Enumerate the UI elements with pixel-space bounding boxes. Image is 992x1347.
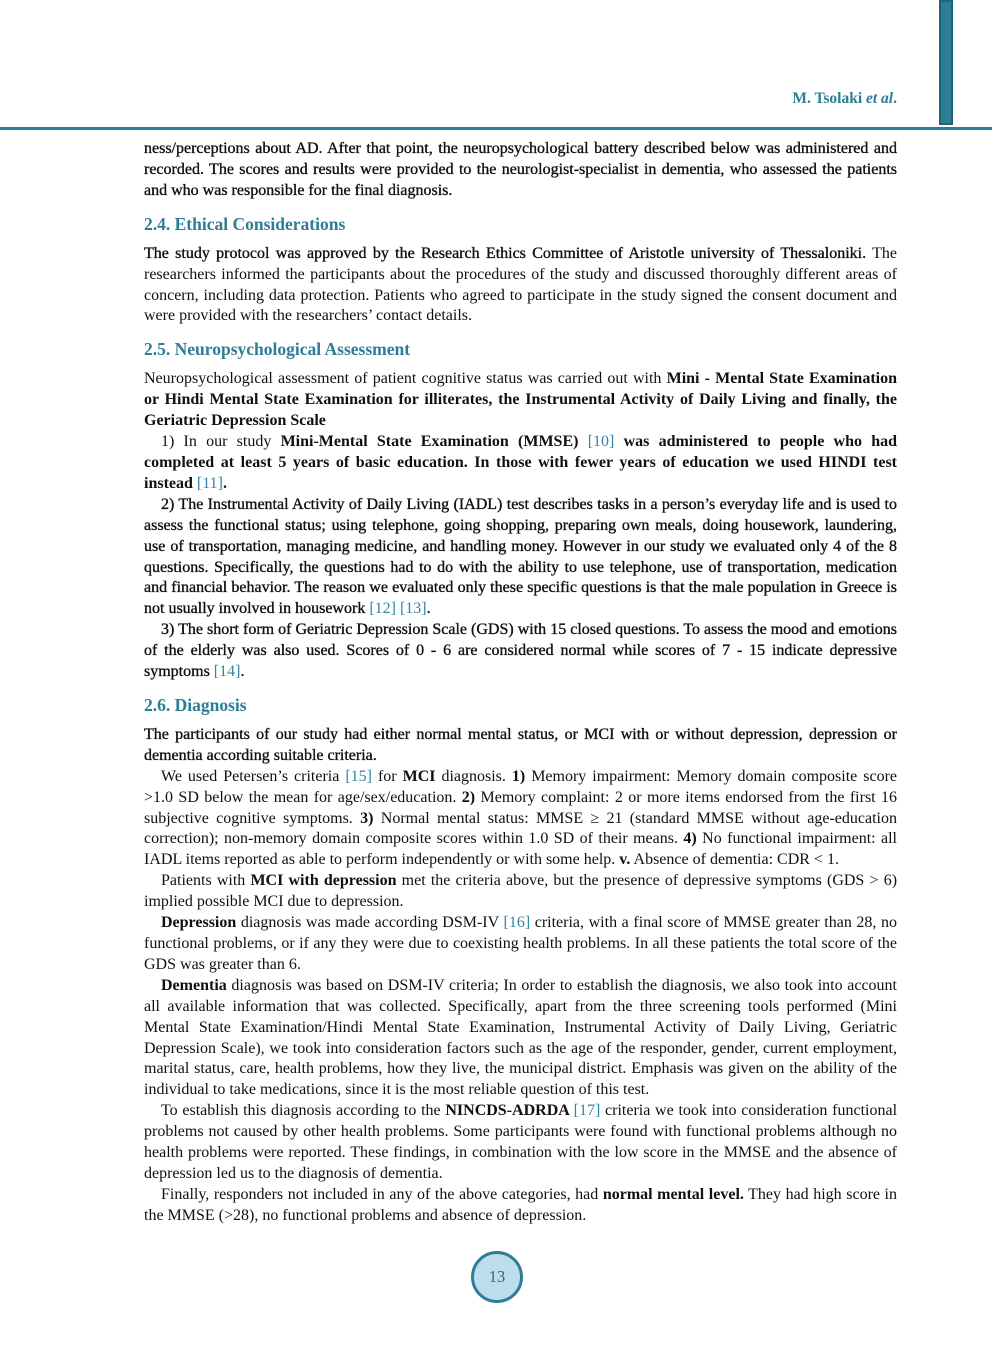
text-run: MCI with depression <box>250 872 397 890</box>
text-run: 1) In our study <box>161 433 281 451</box>
text-run: 1) <box>511 767 526 785</box>
text-run: The study protocol was approved by the Research Ethics Committee of Aristotle university of Thessaloniki. <box>144 244 867 262</box>
paragraph <box>144 913 897 976</box>
citation-link[interactable]: [17] <box>573 1102 601 1120</box>
text-run: Finally, responders not included in any of the above categories, had <box>161 1185 603 1203</box>
paragraph <box>144 976 897 1101</box>
paragraph <box>144 369 897 432</box>
text-run: diagnosis. <box>435 767 512 785</box>
text-run: Absence of dementia: CDR < 1. <box>630 851 839 869</box>
paragraph <box>144 244 897 328</box>
paragraph <box>144 620 897 683</box>
text-run: The participants of our study had either normal mental status, or MCI with or without depression, depression or dementia according suitable criteria. <box>144 725 897 764</box>
section-heading: 2.4. Ethical Considerations <box>144 213 346 234</box>
citation-link[interactable]: [14] <box>213 663 241 681</box>
citation-link[interactable]: [10] <box>587 433 615 451</box>
text-run: diagnosis was based on DSM-IV criteria; In order to establish the diagnosis, we also took into account all available information that was collected. Specifically, apart from the three screening tools performed (Mini Mental State Examination/Hindi Mental State Examination, Instrumental Activity of Daily Living, Geriatric Depression Scale), we took into consideration factors such as the age of the responder, gender, current employment, marital status, care, health problems, how they live, the municipal district. Emphasis was given on the ability of the individual to take medications, since it is the most reliable question of this test. <box>144 976 897 1099</box>
citation-link[interactable]: [13] <box>399 600 427 618</box>
text-run: was administered to people who had completed at least 5 years of basic education. In those with fewer years of education we used HINDI test instead <box>144 433 897 492</box>
text-run: Dementia <box>161 976 227 994</box>
paragraph <box>144 725 897 767</box>
text-run: et al <box>866 90 894 107</box>
citation-link[interactable]: [16] <box>503 914 531 932</box>
paragraph <box>144 871 897 913</box>
text-run: Mini-Mental State Examination (MMSE) <box>280 433 588 451</box>
text-run: No functional impairment: all IADL items reported as able to perform independently or with some help. <box>144 830 897 869</box>
citation-link[interactable]: [12] <box>369 600 396 618</box>
text-run: normal mental level. <box>602 1185 744 1203</box>
citation-link[interactable]: [15] <box>345 767 372 785</box>
text-run: MCI <box>402 767 436 785</box>
paragraph <box>144 1101 897 1185</box>
text-run: . <box>426 600 431 618</box>
paragraph <box>144 495 897 620</box>
text-run: Depression <box>161 914 237 932</box>
text-run: 3) The short form of Geriatric Depression Scale (GDS) with 15 closed questions. To assess the mood and emotions of the elderly was also used. Scores of 0 - 6 are considered normal while scores of 7 - 15 indicate depressive symptoms <box>144 621 897 681</box>
text-run: We used Petersen’s criteria <box>161 767 346 785</box>
paragraph <box>144 1185 897 1227</box>
text-run: 3) <box>360 809 374 827</box>
section-heading: 2.5. Neuropsychological Assessment <box>144 339 411 360</box>
paragraph <box>144 432 897 495</box>
text-run: for <box>371 767 403 785</box>
text-run: diagnosis was made according DSM-IV <box>236 914 504 932</box>
text-run: ness/perceptions about AD. After that point, the neuropsychological battery described below was administered and recorded. The scores and results were provided to the neurologist-specialist in dementia, who assessed the patients and who was responsible for the final diagnosis. <box>144 140 897 199</box>
text-run: NINCDS-ADRDA <box>445 1102 574 1120</box>
page-content <box>144 139 897 1227</box>
text-run: 4) <box>683 830 697 848</box>
text-run: Normal mental status: MMSE ≥ 21 (standard MMSE without age-education correction); non-memory domain composite scores within 1.0 SD of their means. <box>144 809 898 848</box>
text-run: . <box>222 474 227 492</box>
text-run: Memory impairment: Memory domain composite score >1.0 SD below the mean for age/sex/education. <box>144 767 897 806</box>
text-run: Mini - Mental State Examination or Hindi Mental State Examination for illiterates, the Instrumental Activity of Daily Living and finally, the Geriatric Depression Scale <box>144 370 898 430</box>
paragraph <box>144 767 897 872</box>
text-run: Patients with <box>161 872 251 890</box>
text-run: M. Tsolaki <box>792 90 866 107</box>
text-run: met the criteria above, but the presence of depressive symptoms (GDS > 6) implied possible MCI due to depression. <box>144 872 898 911</box>
text-run: Memory complaint: 2 or more items endorsed from the first 16 subjective cognitive symptoms. <box>144 788 898 827</box>
paragraph <box>144 139 897 202</box>
text-run: To establish this diagnosis according to the <box>161 1102 446 1120</box>
text-run: . <box>240 663 245 681</box>
text-run: criteria, with a final score of MMSE greater than 28, no functional problems, or if any they were due to coexisting health problems. In all these patients the total score of the GDS was greater than 6. <box>144 914 897 973</box>
section-heading: 2.6. Diagnosis <box>144 694 247 715</box>
text-run: 2) <box>461 788 476 806</box>
text-run: The researchers informed the participants about the procedures of the study and discussed thoroughly different areas of concern, including data protection. Patients who agreed to participate in the study signed the consent document and were provided with the researchers’ contact details. <box>144 244 897 325</box>
text-run: They had high score in the MMSE (>28), no functional problems and absence of depression. <box>144 1185 897 1224</box>
citation-link[interactable]: [11] <box>196 474 223 492</box>
page-number-badge <box>471 1251 523 1303</box>
header-rule <box>0 127 992 130</box>
page-number: 13 <box>488 1267 506 1286</box>
header-accent-bar <box>939 0 953 125</box>
text-run: v. <box>619 851 631 869</box>
running-head-author <box>792 90 897 108</box>
text-run: criteria we took into consideration functional problems not caused by other health problems. Some participants were found with functional problems although no health problems were reported. These findings, in combination with the low score in the MMSE and the absence of depression led us to the diagnosis of dementia. <box>144 1102 898 1182</box>
text-run: . <box>893 90 897 107</box>
text-run: Neuropsychological assessment of patient cognitive status was carried out with <box>144 370 667 388</box>
text-run: 2) The Instrumental Activity of Daily Living (IADL) test describes tasks in a person’s everyday life and is used to assess the functional status; using telephone, going shopping, preparing own meals, doing housework, laundering, use of transportation, managing medicine, and handling money. However in our study we evaluated only 4 of the 8 questions. Specifically, the questions had to do with the ability to use telephone, use of transportation, medication and financial behavior. The reason we evaluated only these specific questions is that the male population in Greece is not usually involved in housework <box>144 495 897 618</box>
